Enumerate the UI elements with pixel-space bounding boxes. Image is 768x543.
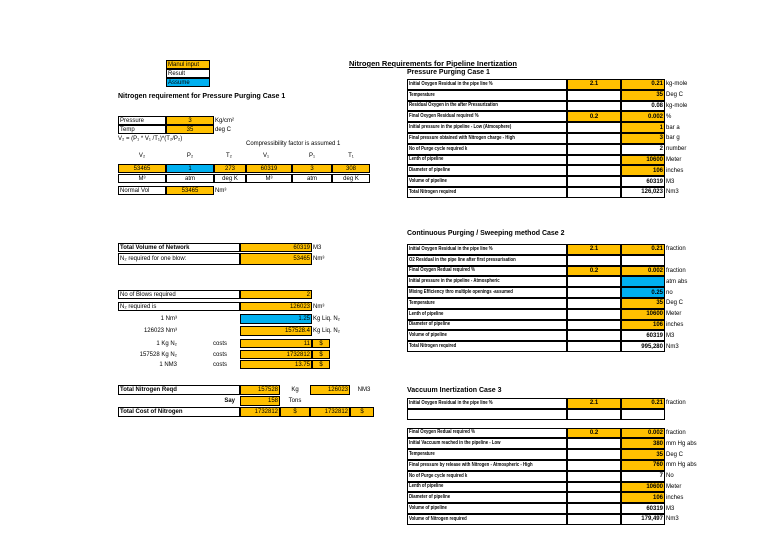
pp-unit-row: M³ atm deg K M³ atm deg K (118, 174, 370, 183)
row-value: 0.08 (621, 101, 665, 112)
row-label: Final Oxygen Redual required % (407, 428, 567, 439)
case3-row (407, 449, 717, 460)
case3-title: Vaccuum Inertization Case 3 (407, 387, 502, 394)
row-unit: M3 (666, 178, 675, 185)
main-title: Nitrogen Requirements for Pipeline Inertization (349, 59, 517, 68)
row-unit: kg-mole (666, 81, 688, 88)
row-label: Initial Oxygen Residual in the pipe line % (407, 244, 567, 255)
row-label: Volume of pipeline (407, 503, 567, 514)
row-value: 2 (621, 144, 665, 155)
temp-row: Temp 35 deg C (120, 126, 232, 133)
case3-row (407, 514, 717, 525)
row-mark (567, 503, 621, 514)
row-unit: Meter (666, 483, 682, 490)
row-unit: inches (666, 321, 684, 328)
formula: V₂ = (P₁ * V₁ /T₁)*(T₂/P₂) (118, 136, 183, 142)
row-unit: inches (666, 494, 684, 501)
row-mark (567, 187, 621, 198)
compressibility-note: Compressibility factor is assumed 1 (246, 141, 341, 147)
row-unit: Deg C (666, 451, 684, 458)
row-unit: number (666, 146, 687, 153)
pressure-row: Pressure 3 Kg/cm² (120, 117, 235, 124)
row-label: Initial Vaccuum reached in the pipeline - Low (407, 438, 567, 449)
row-value: 60319 (621, 176, 665, 187)
legend-assume: Assume (166, 78, 210, 87)
row-label: Initial Oxygen Residual in the pipe line % (407, 79, 567, 90)
row-label: Total Nitrogen required (407, 187, 567, 198)
row-unit: mm Hg abs (666, 440, 697, 447)
row-label: Lenth of pipeline (407, 309, 567, 320)
case3-row (407, 471, 717, 482)
row-value: 126,023 (621, 187, 665, 198)
row-value: 10600 (621, 309, 665, 320)
row-mark: 0.2 (567, 111, 621, 122)
row-mark (567, 482, 621, 493)
row-label: Final pressure obtained with Nitrogen charge - High (407, 133, 567, 144)
row-value: 106 (621, 320, 665, 331)
row-value: 380 (621, 438, 665, 449)
case2-row (407, 266, 717, 277)
row-label: Initial Oxygen Residual in the pipe line % (407, 398, 567, 409)
row-value (621, 276, 665, 287)
row-mark (567, 514, 621, 525)
pp-value-row: 53465 1 273 60319 3 308 (118, 164, 370, 173)
row-label: Temperature (407, 90, 567, 101)
row-value: 60319 (621, 503, 665, 514)
row-unit: fraction (666, 400, 686, 407)
row-unit: no (666, 289, 673, 296)
blows-row: No of Blows required 2 (120, 291, 310, 298)
case1-row (407, 165, 717, 176)
row-mark (567, 165, 621, 176)
case2-row (407, 341, 717, 352)
case3-row (407, 409, 717, 420)
conversion-row-2: 126023 Nm³ 157528.4 Kg Liq. N₂ (143, 328, 341, 334)
cost-row-1: 1 Kg N₂ costs 11 $ (118, 339, 338, 348)
row-unit (665, 255, 717, 266)
row-value: 7 (621, 471, 665, 482)
row-value: 0.002 (621, 111, 665, 122)
row-value (621, 255, 665, 266)
case2-title: Continuous Purging / Sweeping method Case 2 (407, 230, 565, 237)
row-unit: atm abs (666, 278, 688, 285)
legend-result: Result (166, 69, 210, 78)
row-mark (567, 276, 621, 287)
row-value: 35 (621, 449, 665, 460)
row-unit: Meter (666, 156, 682, 163)
case3-row (407, 492, 717, 503)
case3-row (407, 438, 717, 449)
row-unit: mm Hg abs (666, 462, 697, 469)
row-label: Temperature (407, 449, 567, 460)
row-value: 106 (621, 492, 665, 503)
case2-row (407, 298, 717, 309)
row-label: Volume of pipeline (407, 176, 567, 187)
row-unit: inches (666, 167, 684, 174)
row-unit: Deg C (666, 300, 684, 307)
case3-row (407, 398, 717, 409)
row-mark (567, 176, 621, 187)
case2-row (407, 330, 717, 341)
row-unit: bar a (666, 124, 680, 131)
case2-row (407, 255, 717, 266)
total-volume-row: Total Volume of Network 60319 M3 (120, 244, 322, 251)
row-value: 35 (621, 298, 665, 309)
row-mark (567, 287, 621, 298)
row-mark (567, 460, 621, 471)
row-unit: Nm3 (666, 189, 679, 196)
cost-row-2: 157528 Kg N₂ costs 1732812 $ (118, 350, 338, 359)
row-label: Lenth of pipeline (407, 482, 567, 493)
n2-one-blow-row: N₂ required for one blow: 53465 Nm³ (118, 253, 318, 265)
row-value: 760 (621, 460, 665, 471)
row-label: Lenth of pipeline (407, 155, 567, 166)
row-value: 0.25 (621, 287, 665, 298)
row-mark (567, 298, 621, 309)
normal-vol-row: Normal Vol 53465 Nm³ (120, 187, 227, 194)
row-mark (567, 90, 621, 101)
row-label: Final Oxygen Residual required % (407, 111, 567, 122)
case2-row (407, 309, 717, 320)
case2-row (407, 276, 717, 287)
case1-row (407, 79, 717, 90)
row-label (407, 409, 567, 420)
row-label: Diameter of pipeline (407, 320, 567, 331)
n2-required-row: N₂ required is 126023 Nm³ (120, 303, 325, 310)
row-mark (567, 492, 621, 503)
row-mark (567, 133, 621, 144)
conversion-row-1: 1 Nm³ 1.25 Kg Liq. N₂ (160, 316, 341, 322)
row-mark (567, 309, 621, 320)
case1-row (407, 187, 717, 198)
case1-row (407, 111, 717, 122)
case1-row (407, 144, 717, 155)
row-label: Diameter of pipeline (407, 165, 567, 176)
row-value: 0.21 (621, 79, 665, 90)
row-unit: % (666, 113, 672, 120)
row-mark (567, 255, 621, 266)
row-unit: kg-mole (666, 102, 688, 109)
case1-row (407, 122, 717, 133)
row-mark: 2.1 (567, 244, 621, 255)
row-value: 60319 (621, 330, 665, 341)
pp-header-row: V₂ P₂ T₂ V₁ P₁ T₁ (138, 152, 354, 159)
row-mark (567, 341, 621, 352)
row-mark (567, 155, 621, 166)
total-nitrogen-row: Total Nitrogen Reqd 157528 Kg 126023 NM3 (120, 387, 371, 393)
row-unit: Meter (666, 311, 682, 318)
row-unit: fraction (666, 246, 686, 253)
row-mark (567, 471, 621, 482)
row-value (621, 409, 665, 420)
row-unit: Deg C (666, 92, 684, 99)
row-label: Residual Oxygen in the after Pressurization (407, 101, 567, 112)
case1-row (407, 101, 717, 112)
row-value: 10600 (621, 482, 665, 493)
case1-title: Pressure Purging Case 1 (407, 69, 490, 76)
row-mark (567, 144, 621, 155)
row-unit: No (666, 473, 674, 480)
row-unit: M3 (666, 505, 675, 512)
row-label: Volume of pipeline (407, 330, 567, 341)
row-mark: 2.1 (567, 398, 621, 409)
case1-row (407, 90, 717, 101)
legend-manual-input: Manul input (166, 60, 210, 69)
row-value: 10600 (621, 155, 665, 166)
row-label: O2 Residual in the pipe line after first pressurisation (407, 255, 567, 266)
row-unit: M3 (666, 332, 675, 339)
row-mark: 0.2 (567, 266, 621, 277)
row-mark (567, 409, 621, 420)
case3-row (407, 503, 717, 514)
case3-row (407, 460, 717, 471)
row-unit: bar g (666, 135, 680, 142)
case3-row (407, 482, 717, 493)
row-value: 179,497 (621, 514, 665, 525)
row-value: 106 (621, 165, 665, 176)
case2-row (407, 244, 717, 255)
row-unit (665, 409, 717, 420)
row-mark (567, 330, 621, 341)
row-mark (567, 122, 621, 133)
row-label: Final pressure by release with Nitrogen - Atmospheric - High (407, 460, 567, 471)
row-mark: 0.2 (567, 428, 621, 439)
row-label: Initial pressure in the pipeline - Atmospheric (407, 276, 567, 287)
row-unit: fraction (666, 429, 686, 436)
row-value: 0.21 (621, 244, 665, 255)
row-unit: fraction (666, 267, 686, 274)
row-label: Temperature (407, 298, 567, 309)
row-unit: Nm3 (666, 343, 679, 350)
row-label: Initial pressure in the pipeline - Low (Atmosphere) (407, 122, 567, 133)
row-value: 0.002 (621, 266, 665, 277)
row-value: 35 (621, 90, 665, 101)
row-value: 0.21 (621, 398, 665, 409)
row-mark: 2.1 (567, 79, 621, 90)
case3-row (407, 428, 717, 439)
row-label: No of Purge cycle required k (407, 471, 567, 482)
case1-row (407, 155, 717, 166)
row-value: 1 (621, 122, 665, 133)
case1-row (407, 176, 717, 187)
row-value: 3 (621, 133, 665, 144)
row-label: Final Oxygen Redual required % (407, 266, 567, 277)
case2-row (407, 320, 717, 331)
row-label: Mixing Efficiency thro multiple openings -assumed (407, 287, 567, 298)
case2-row (407, 287, 717, 298)
say-row: Say 158 Tons (224, 398, 302, 404)
row-label: Diameter of pipeline (407, 492, 567, 503)
row-mark (567, 449, 621, 460)
row-label: Total Nitrogen required (407, 341, 567, 352)
row-label: No of Purge cycle required k (407, 144, 567, 155)
row-value: 0.002 (621, 428, 665, 439)
row-mark (567, 101, 621, 112)
case1-row (407, 133, 717, 144)
row-mark (567, 438, 621, 449)
row-mark (567, 320, 621, 331)
row-unit: Nm3 (666, 516, 679, 523)
pressure-purging-title: Nitrogen requirement for Pressure Purging Case 1 (118, 93, 286, 100)
row-label: Volume of Nitrogen required (407, 514, 567, 525)
total-cost-row: Total Cost of Nitrogen 1732812 $ 1732812 $ (118, 407, 388, 417)
row-value: 995,280 (621, 341, 665, 352)
cost-row-3: 1 NM3 costs 13.75 $ (118, 360, 338, 369)
